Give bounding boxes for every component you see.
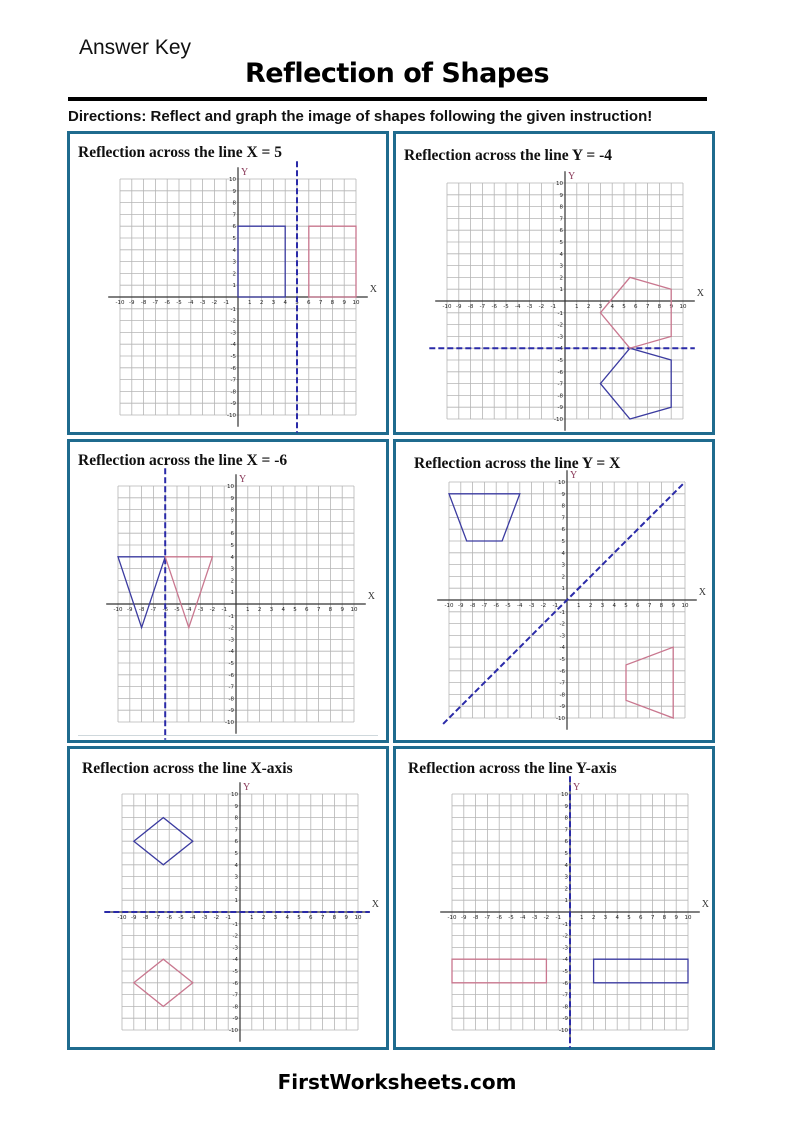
svg-text:3: 3 [559, 263, 563, 270]
svg-text:1: 1 [561, 586, 565, 593]
svg-text:8: 8 [559, 204, 563, 211]
svg-text:8: 8 [234, 815, 238, 822]
svg-text:4: 4 [234, 862, 238, 869]
y-axis-label: Y [239, 474, 247, 485]
svg-text:-2: -2 [562, 933, 568, 940]
coordinate-grid [396, 442, 718, 746]
svg-text:4: 4 [612, 603, 616, 609]
svg-text:-9: -9 [559, 704, 565, 711]
svg-text:1: 1 [250, 915, 254, 921]
svg-text:7: 7 [230, 519, 234, 526]
y-axis-label: Y [573, 782, 581, 793]
svg-text:-1: -1 [228, 613, 234, 620]
svg-text:-10: -10 [225, 720, 234, 726]
svg-text:1: 1 [232, 283, 236, 290]
svg-text:2: 2 [591, 915, 596, 921]
svg-text:6: 6 [561, 527, 565, 534]
svg-text:-9: -9 [456, 304, 462, 310]
svg-text:2: 2 [259, 300, 264, 306]
svg-text:9: 9 [234, 803, 238, 810]
svg-text:-8: -8 [557, 393, 563, 400]
svg-text:9: 9 [671, 603, 675, 609]
svg-text:-4: -4 [520, 915, 526, 921]
svg-text:-8: -8 [467, 304, 474, 310]
coordinate-grid [70, 749, 392, 1053]
svg-text:2: 2 [561, 574, 565, 581]
svg-text:7: 7 [645, 304, 650, 310]
panel-title: Reflection across the line X = 5 [78, 144, 282, 161]
svg-text:1: 1 [559, 287, 563, 294]
svg-text:6: 6 [305, 607, 309, 613]
panel-title: Reflection across the line Y = -4 [404, 147, 612, 164]
svg-text:-7: -7 [562, 992, 568, 999]
svg-text:-7: -7 [230, 377, 236, 384]
svg-text:-6: -6 [166, 915, 172, 921]
svg-text:-8: -8 [232, 1004, 238, 1011]
svg-text:-6: -6 [162, 607, 168, 613]
svg-text:-7: -7 [484, 915, 491, 921]
svg-text:8: 8 [230, 507, 234, 514]
svg-text:-9: -9 [228, 708, 234, 715]
svg-text:3: 3 [564, 874, 568, 881]
svg-text:10: 10 [561, 792, 568, 798]
coordinate-grid [396, 134, 718, 438]
svg-text:-3: -3 [557, 334, 563, 341]
panel-reflect-y-equals-x [393, 439, 715, 743]
svg-text:-8: -8 [140, 300, 147, 306]
svg-text:7: 7 [316, 607, 321, 613]
svg-text:9: 9 [342, 300, 346, 306]
svg-text:-5: -5 [230, 354, 236, 360]
header-divider [68, 97, 707, 101]
y-axis-label: Y [241, 167, 249, 178]
svg-text:-10: -10 [115, 300, 125, 306]
svg-text:6: 6 [234, 839, 238, 846]
svg-text:7: 7 [650, 915, 655, 921]
svg-text:3: 3 [271, 300, 276, 306]
svg-text:-8: -8 [142, 915, 149, 921]
svg-text:-2: -2 [540, 603, 547, 609]
svg-text:-7: -7 [559, 680, 565, 687]
svg-text:-7: -7 [228, 684, 234, 691]
svg-text:7: 7 [320, 915, 325, 921]
svg-text:-5: -5 [508, 915, 514, 921]
svg-text:3: 3 [232, 259, 236, 266]
svg-text:-7: -7 [150, 607, 157, 613]
svg-text:-3: -3 [228, 637, 234, 644]
svg-text:-2: -2 [232, 933, 238, 940]
svg-text:2: 2 [234, 886, 238, 893]
svg-text:7: 7 [232, 212, 236, 219]
svg-text:-3: -3 [197, 607, 204, 613]
svg-text:8: 8 [564, 815, 568, 822]
svg-text:-5: -5 [176, 300, 182, 306]
svg-text:-4: -4 [557, 346, 563, 353]
svg-text:-7: -7 [154, 915, 161, 921]
svg-text:2: 2 [232, 271, 236, 278]
x-axis-label: X [371, 899, 380, 910]
svg-text:9: 9 [340, 607, 344, 613]
svg-text:-5: -5 [178, 915, 184, 921]
svg-text:-10: -10 [229, 1028, 238, 1034]
footer-site: FirstWorksheets.com [277, 1070, 517, 1094]
svg-text:-7: -7 [232, 992, 238, 999]
svg-text:-5: -5 [557, 358, 563, 364]
panel-reflect-x-axis [67, 746, 389, 1050]
svg-text:-8: -8 [230, 389, 236, 396]
svg-text:7: 7 [561, 515, 565, 522]
svg-text:3: 3 [234, 874, 238, 881]
svg-text:-1: -1 [552, 603, 558, 609]
svg-text:-1: -1 [550, 304, 556, 310]
svg-text:2: 2 [261, 915, 266, 921]
svg-text:-4: -4 [186, 607, 192, 613]
svg-text:1: 1 [246, 607, 250, 613]
svg-text:-8: -8 [559, 692, 565, 699]
svg-text:-4: -4 [562, 957, 568, 964]
svg-text:6: 6 [232, 224, 236, 231]
svg-text:-2: -2 [230, 318, 236, 325]
x-axis-label: X [701, 899, 710, 910]
svg-text:2: 2 [588, 603, 593, 609]
svg-text:3: 3 [273, 915, 278, 921]
svg-text:-6: -6 [228, 672, 234, 679]
svg-text:10: 10 [556, 181, 563, 187]
svg-text:-10: -10 [113, 607, 123, 613]
panel-title: Reflection across the line Y-axis [408, 760, 617, 777]
svg-text:3: 3 [603, 915, 608, 921]
svg-text:1: 1 [575, 304, 579, 310]
svg-text:-8: -8 [138, 607, 145, 613]
svg-text:-10: -10 [227, 413, 236, 419]
svg-text:-9: -9 [127, 607, 133, 613]
svg-text:-5: -5 [232, 969, 238, 975]
svg-text:9: 9 [232, 188, 236, 195]
svg-text:-2: -2 [538, 304, 545, 310]
svg-text:6: 6 [230, 531, 234, 538]
svg-text:-1: -1 [225, 915, 231, 921]
svg-text:-7: -7 [481, 603, 488, 609]
svg-text:6: 6 [634, 304, 638, 310]
svg-text:-10: -10 [442, 304, 452, 310]
svg-text:-1: -1 [559, 609, 565, 616]
svg-text:1: 1 [580, 915, 584, 921]
svg-text:-2: -2 [213, 915, 220, 921]
directions-text: Directions: Reflect and graph the image of shapes following the given instruction! [68, 108, 653, 125]
svg-text:-10: -10 [447, 915, 457, 921]
svg-text:8: 8 [328, 607, 333, 613]
svg-text:5: 5 [295, 300, 299, 306]
svg-text:10: 10 [229, 177, 236, 183]
svg-text:-6: -6 [496, 915, 502, 921]
svg-text:-5: -5 [174, 607, 180, 613]
svg-text:6: 6 [559, 228, 563, 235]
svg-text:5: 5 [624, 603, 628, 609]
svg-text:-8: -8 [472, 915, 479, 921]
svg-text:9: 9 [674, 915, 678, 921]
svg-text:5: 5 [293, 607, 297, 613]
svg-text:-1: -1 [221, 607, 227, 613]
svg-text:2: 2 [564, 886, 568, 893]
panel-reflect-x-neg6 [67, 439, 389, 743]
svg-text:10: 10 [354, 915, 362, 921]
svg-text:-8: -8 [469, 603, 476, 609]
svg-text:-6: -6 [557, 369, 563, 376]
panel-reflect-x5 [67, 131, 389, 435]
svg-text:-7: -7 [479, 304, 486, 310]
svg-text:4: 4 [283, 300, 287, 306]
svg-text:-2: -2 [228, 625, 234, 632]
svg-text:-3: -3 [528, 603, 535, 609]
svg-text:5: 5 [232, 236, 236, 242]
svg-text:-9: -9 [461, 915, 467, 921]
svg-text:5: 5 [627, 915, 631, 921]
svg-text:10: 10 [684, 915, 692, 921]
svg-text:2: 2 [586, 304, 591, 310]
svg-text:-3: -3 [201, 915, 208, 921]
svg-text:8: 8 [561, 503, 565, 510]
svg-text:-9: -9 [232, 1016, 238, 1023]
y-axis-label: Y [570, 470, 578, 481]
svg-text:-2: -2 [211, 300, 218, 306]
svg-text:9: 9 [564, 803, 568, 810]
svg-text:3: 3 [600, 603, 605, 609]
svg-text:-3: -3 [531, 915, 538, 921]
svg-text:-9: -9 [131, 915, 137, 921]
panel-title: Reflection across the line Y = X [414, 455, 621, 472]
svg-text:10: 10 [350, 607, 358, 613]
svg-text:5: 5 [622, 304, 626, 310]
svg-text:-8: -8 [228, 696, 234, 703]
svg-text:1: 1 [230, 590, 234, 597]
svg-text:-9: -9 [230, 401, 236, 408]
svg-text:10: 10 [679, 304, 687, 310]
svg-text:-9: -9 [129, 300, 135, 306]
x-axis-label: X [696, 288, 705, 299]
svg-text:-9: -9 [562, 1016, 568, 1023]
svg-text:5: 5 [230, 543, 234, 549]
y-axis-label: Y [568, 171, 576, 182]
svg-text:-9: -9 [557, 405, 563, 412]
svg-text:10: 10 [352, 300, 360, 306]
page-title: Reflection of Shapes [244, 58, 550, 89]
svg-text:2: 2 [230, 578, 234, 585]
svg-text:-10: -10 [444, 603, 454, 609]
svg-text:-4: -4 [228, 649, 234, 656]
svg-text:3: 3 [598, 304, 603, 310]
x-axis-label: X [369, 284, 378, 295]
svg-text:6: 6 [307, 300, 311, 306]
svg-text:-3: -3 [230, 330, 236, 337]
svg-text:-4: -4 [515, 304, 521, 310]
svg-text:6: 6 [309, 915, 313, 921]
svg-text:-2: -2 [557, 322, 563, 329]
svg-text:-10: -10 [117, 915, 127, 921]
svg-text:5: 5 [561, 539, 565, 545]
svg-text:9: 9 [559, 192, 563, 199]
svg-text:6: 6 [564, 839, 568, 846]
svg-text:5: 5 [297, 915, 301, 921]
svg-text:5: 5 [564, 851, 568, 857]
svg-text:-5: -5 [559, 657, 565, 663]
svg-text:-6: -6 [232, 980, 238, 987]
svg-text:-6: -6 [562, 980, 568, 987]
svg-text:4: 4 [561, 550, 565, 557]
x-axis-label: X [698, 587, 707, 598]
svg-text:-4: -4 [517, 603, 523, 609]
svg-text:9: 9 [230, 495, 234, 502]
svg-text:4: 4 [610, 304, 614, 310]
svg-text:9: 9 [669, 304, 673, 310]
svg-text:-4: -4 [559, 645, 565, 652]
svg-text:-6: -6 [491, 304, 497, 310]
svg-text:-1: -1 [223, 300, 229, 306]
svg-text:4: 4 [285, 915, 289, 921]
svg-text:-3: -3 [562, 945, 568, 952]
svg-text:8: 8 [330, 300, 335, 306]
svg-text:-10: -10 [554, 417, 563, 423]
svg-text:-1: -1 [232, 921, 238, 928]
panel-reflect-y-neg4 [393, 131, 715, 435]
svg-text:-7: -7 [152, 300, 159, 306]
svg-text:-7: -7 [557, 381, 563, 388]
svg-text:1: 1 [248, 300, 252, 306]
svg-text:-5: -5 [503, 304, 509, 310]
svg-text:-2: -2 [209, 607, 216, 613]
svg-text:10: 10 [558, 480, 565, 486]
svg-text:10: 10 [227, 484, 234, 490]
svg-text:2: 2 [257, 607, 262, 613]
svg-text:8: 8 [232, 200, 236, 207]
svg-text:9: 9 [344, 915, 348, 921]
svg-text:4: 4 [564, 862, 568, 869]
svg-text:8: 8 [657, 304, 662, 310]
svg-text:3: 3 [230, 566, 234, 573]
svg-text:3: 3 [561, 562, 565, 569]
svg-text:8: 8 [659, 603, 664, 609]
svg-text:-4: -4 [190, 915, 196, 921]
svg-text:4: 4 [281, 607, 285, 613]
svg-text:-1: -1 [562, 921, 568, 928]
panel-title: Reflection across the line X = -6 [78, 452, 288, 469]
svg-text:5: 5 [234, 851, 238, 857]
svg-text:-3: -3 [559, 633, 565, 640]
svg-text:10: 10 [681, 603, 689, 609]
svg-text:-4: -4 [230, 342, 236, 349]
y-axis-label: Y [243, 782, 251, 793]
svg-text:10: 10 [231, 792, 238, 798]
svg-text:-2: -2 [559, 621, 565, 628]
svg-text:-10: -10 [559, 1028, 568, 1034]
coordinate-grid [396, 749, 718, 1053]
answer-key-label: Answer Key [79, 36, 192, 59]
panel-title: Reflection across the line X-axis [82, 760, 293, 777]
svg-text:-6: -6 [559, 668, 565, 675]
svg-text:6: 6 [636, 603, 640, 609]
bottom-rule [78, 735, 378, 736]
svg-text:7: 7 [647, 603, 652, 609]
svg-text:-5: -5 [505, 603, 511, 609]
svg-text:4: 4 [615, 915, 619, 921]
panel-reflect-y-axis [393, 746, 715, 1050]
svg-text:4: 4 [232, 247, 236, 254]
svg-text:-3: -3 [199, 300, 206, 306]
x-axis-label: X [367, 591, 376, 602]
svg-text:-3: -3 [526, 304, 533, 310]
svg-text:3: 3 [269, 607, 274, 613]
coordinate-grid [70, 442, 392, 746]
svg-text:-10: -10 [556, 716, 565, 722]
svg-text:-2: -2 [543, 915, 550, 921]
svg-text:-1: -1 [230, 306, 236, 313]
svg-text:8: 8 [662, 915, 667, 921]
svg-text:9: 9 [561, 491, 565, 498]
svg-text:-1: -1 [555, 915, 561, 921]
svg-text:1: 1 [577, 603, 581, 609]
svg-text:7: 7 [318, 300, 323, 306]
svg-text:-6: -6 [230, 365, 236, 372]
svg-text:7: 7 [234, 827, 238, 834]
svg-text:-6: -6 [493, 603, 499, 609]
svg-text:7: 7 [559, 216, 563, 223]
svg-text:8: 8 [332, 915, 337, 921]
svg-text:4: 4 [559, 251, 563, 258]
svg-text:-3: -3 [232, 945, 238, 952]
svg-text:-4: -4 [188, 300, 194, 306]
svg-text:-9: -9 [458, 603, 464, 609]
svg-text:1: 1 [564, 898, 568, 905]
svg-text:-8: -8 [562, 1004, 568, 1011]
svg-text:6: 6 [639, 915, 643, 921]
svg-text:5: 5 [559, 240, 563, 246]
svg-text:-6: -6 [164, 300, 170, 306]
svg-text:-5: -5 [562, 969, 568, 975]
svg-text:-1: -1 [557, 310, 563, 317]
svg-text:1: 1 [234, 898, 238, 905]
svg-text:-5: -5 [228, 661, 234, 667]
svg-text:2: 2 [559, 275, 563, 282]
svg-text:7: 7 [564, 827, 568, 834]
svg-text:-4: -4 [232, 957, 238, 964]
svg-text:4: 4 [230, 554, 234, 561]
coordinate-grid [70, 134, 392, 438]
